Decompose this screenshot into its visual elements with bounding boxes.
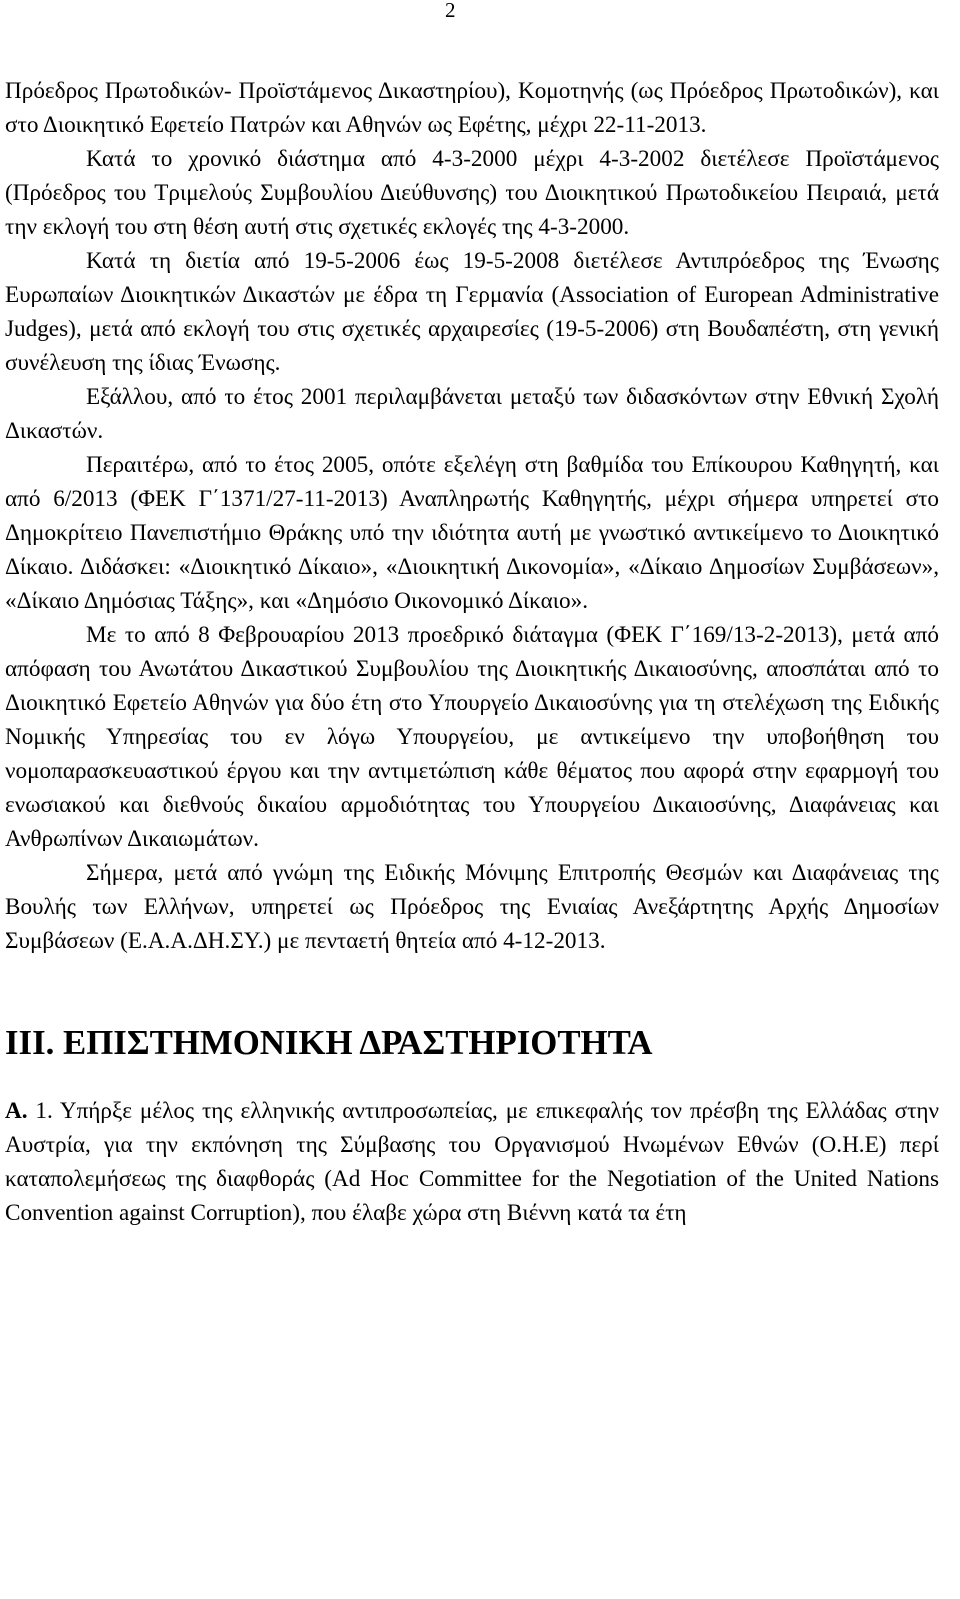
paragraph-career-continued: Πρόεδρος Πρωτοδικών- Προϊστάμενος Δικαστηρίου), Κομοτηνής (ως Πρόεδρος Πρωτοδικών), και στο Διοικητικό Εφετείο Πατρών και Αθηνών ως Εφέτης, μέχρι 22-11-2013. bbox=[5, 78, 939, 138]
paragraph-secondment: Με το από 8 Φεβρουαρίου 2013 προεδρικό διάταγμα (ΦΕΚ Γ΄169/13-2-2013), μετά από απόφαση του Ανωτάτου Δικαστικού Συμβουλίου της Διοικητικής Δικαιοσύνης, αποσπάται από το Διοικητικό Εφετείο Αθηνών για δύο έτη στο Υπουργείο Δικαιοσύνης για τη στελέχωση της Ειδικής Νομικής Υπηρεσίας του εν λόγω Υπουργείου, με αντικείμενο την υποβοήθηση του νομοπαρασκευαστικού έργου και την αντιμετώπιση κάθε θέματος που αφορά στην εφαρμογή του ενωσιακού και διεθνούς δικαίου αρμοδιότητας του Υπουργείου Δικαιοσύνης, Διαφάνειας και Ανθρωπίνων Δικαιωμάτων. bbox=[5, 622, 939, 852]
paragraph-university: Περαιτέρω, από το έτος 2005, οπότε εξελέγη στη βαθμίδα του Επίκουρου Καθηγητή, και από 6/2013 (ΦΕΚ Γ΄1371/27-11-2013) Αναπληρωτής Καθηγητής, μέχρι σήμερα υπηρετεί στο Δημοκρίτειο Πανεπιστήμιο Θράκης υπό την ιδιότητα αυτή με γνωστικό αντικείμενο το Διοικητικό Δίκαιο. Διδάσκει: «Διοικητικό Δίκαιο», «Διοικητική Δικονομία», «Δίκαιο Δημοσίων Συμβάσεων», «Δίκαιο Δημόσιας Τάξης», και «Δημόσιο Οικονομικό Δίκαιο». bbox=[5, 452, 939, 614]
section-a-label: Α. bbox=[5, 1098, 28, 1124]
paragraph-association: Κατά τη διετία από 19-5-2006 έως 19-5-2008 διετέλεσε Αντιπρόεδρος της Ένωσης Ευρωπαίων Διοικητικών Δικαστών με έδρα τη Γερμανία (Association of European Administrative Judges), μετά από εκλογή του στις σχετικές αρχαιρεσίες (19-5-2006) στη Βουδαπέστη, στη γενική συνέλευση της ίδιας Ένωσης. bbox=[5, 248, 939, 376]
section-a-item bbox=[5, 1094, 939, 1230]
section-heading: ΙΙΙ. ΕΠΙΣΤΗΜΟΝΙΚΗ ΔΡΑΣΤΗΡΙΟΤΗΤΑ bbox=[5, 1023, 653, 1062]
section-a-text: 1. Υπήρξε μέλος της ελληνικής αντιπροσωπείας, με επικεφαλής τον πρέσβη της Ελλάδας στην Αυστρία, για την εκπόνηση της Σύμβασης του Οργανισμού Ηνωμένων Εθνών (Ο.Η.Ε) περί καταπολεμήσεως της διαφθοράς (Ad Hoc Committee for the Negotiation of the United Nations Convention against Corruption), που έλαβε χώρα στη Βιέννη κατά τα έτη bbox=[5, 1098, 939, 1226]
page-number: 2 bbox=[445, 0, 456, 22]
paragraph-current-position: Σήμερα, μετά από γνώμη της Ειδικής Μόνιμης Επιτροπής Θεσμών και Διαφάνειας της Βουλής των Ελλήνων, υπηρετεί ως Πρόεδρος της Ενιαίας Ανεξάρτητης Αρχής Δημοσίων Συμβάσεων (Ε.Α.Α.ΔΗ.ΣΥ.) με πενταετή θητεία από 4-12-2013. bbox=[5, 860, 939, 954]
paragraph-piraeus: Κατά το χρονικό διάστημα από 4-3-2000 μέχρι 4-3-2002 διετέλεσε Προϊστάμενος (Πρόεδρος του Τριμελούς Συμβουλίου Διεύθυνσης) του Διοικητικού Πρωτοδικείου Πειραιά, μετά την εκλογή του στη θέση αυτή στις σχετικές εκλογές της 4-3-2000. bbox=[5, 146, 939, 240]
document-body bbox=[5, 74, 939, 1230]
paragraph-national-school: Εξάλλου, από το έτος 2001 περιλαμβάνεται μεταξύ των διδασκόντων στην Εθνική Σχολή Δικαστών. bbox=[5, 384, 939, 444]
